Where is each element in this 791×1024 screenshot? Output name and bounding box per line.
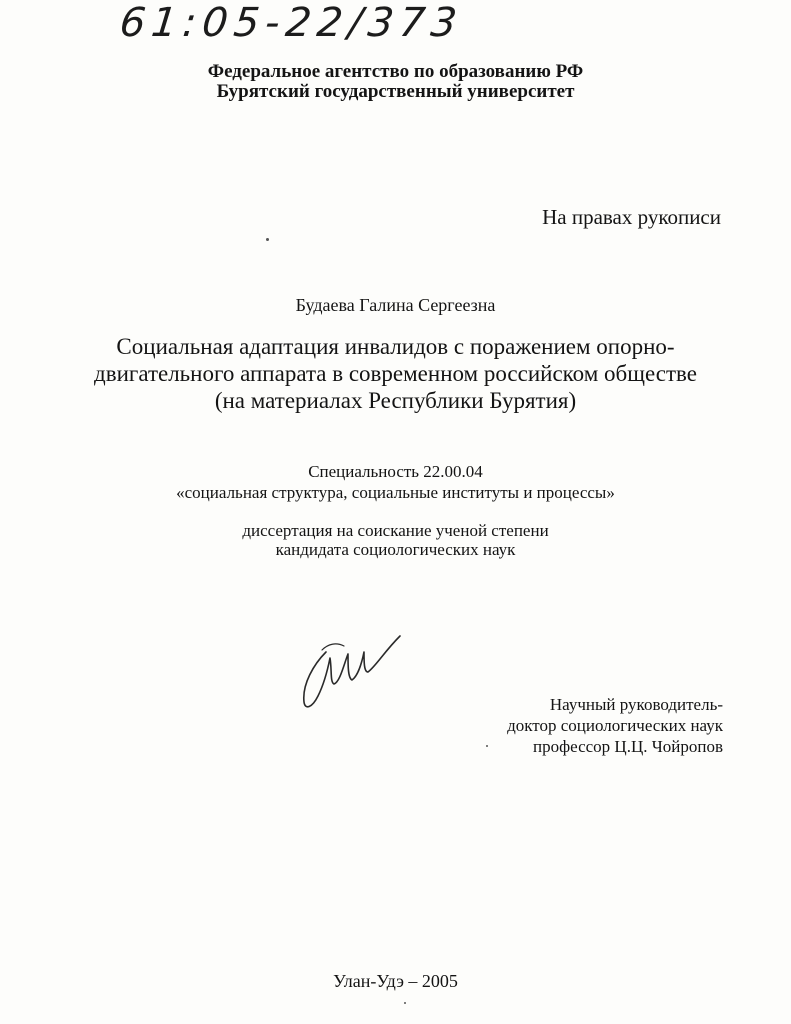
supervisor-name: профессор Ц.Ц. Чойропов <box>533 737 723 756</box>
specialty-code: Специальность 22.00.04 <box>308 462 483 481</box>
supervisor-block <box>507 694 723 757</box>
degree-line: диссертация на соискание ученой степени <box>242 521 549 540</box>
degree-line: кандидата социологических наук <box>275 540 516 559</box>
supervisor-role: Научный руководитель- <box>549 695 723 714</box>
dissertation-title-line: (на материалах Республики Бурятия) <box>214 388 577 413</box>
city-year: Улан-Удэ – 2005 <box>333 971 458 991</box>
author-signature <box>292 622 404 714</box>
scan-speck <box>404 1002 406 1004</box>
scan-speck <box>486 745 488 747</box>
specialty-name: «социальная структура, социальные институты и процессы» <box>176 483 615 502</box>
supervisor-degree: доктор социологических наук <box>507 716 723 735</box>
scan-speck <box>266 238 269 241</box>
author-name: Будаева Галина Сергеезна <box>295 295 496 315</box>
university-name: Бурятский государственный университет <box>216 81 575 102</box>
dissertation-title-line: Социальная адаптация инвалидов с поражением опорно- <box>116 334 675 359</box>
dissertation-title-line: двигательного аппарата в современном российском обществе <box>94 361 697 386</box>
agency-name: Федеральное агентство по образованию РФ <box>207 61 584 82</box>
manuscript-note: На правах рукописи <box>542 205 721 229</box>
handwritten-archive-code: 61:05-22/373 <box>117 0 465 46</box>
